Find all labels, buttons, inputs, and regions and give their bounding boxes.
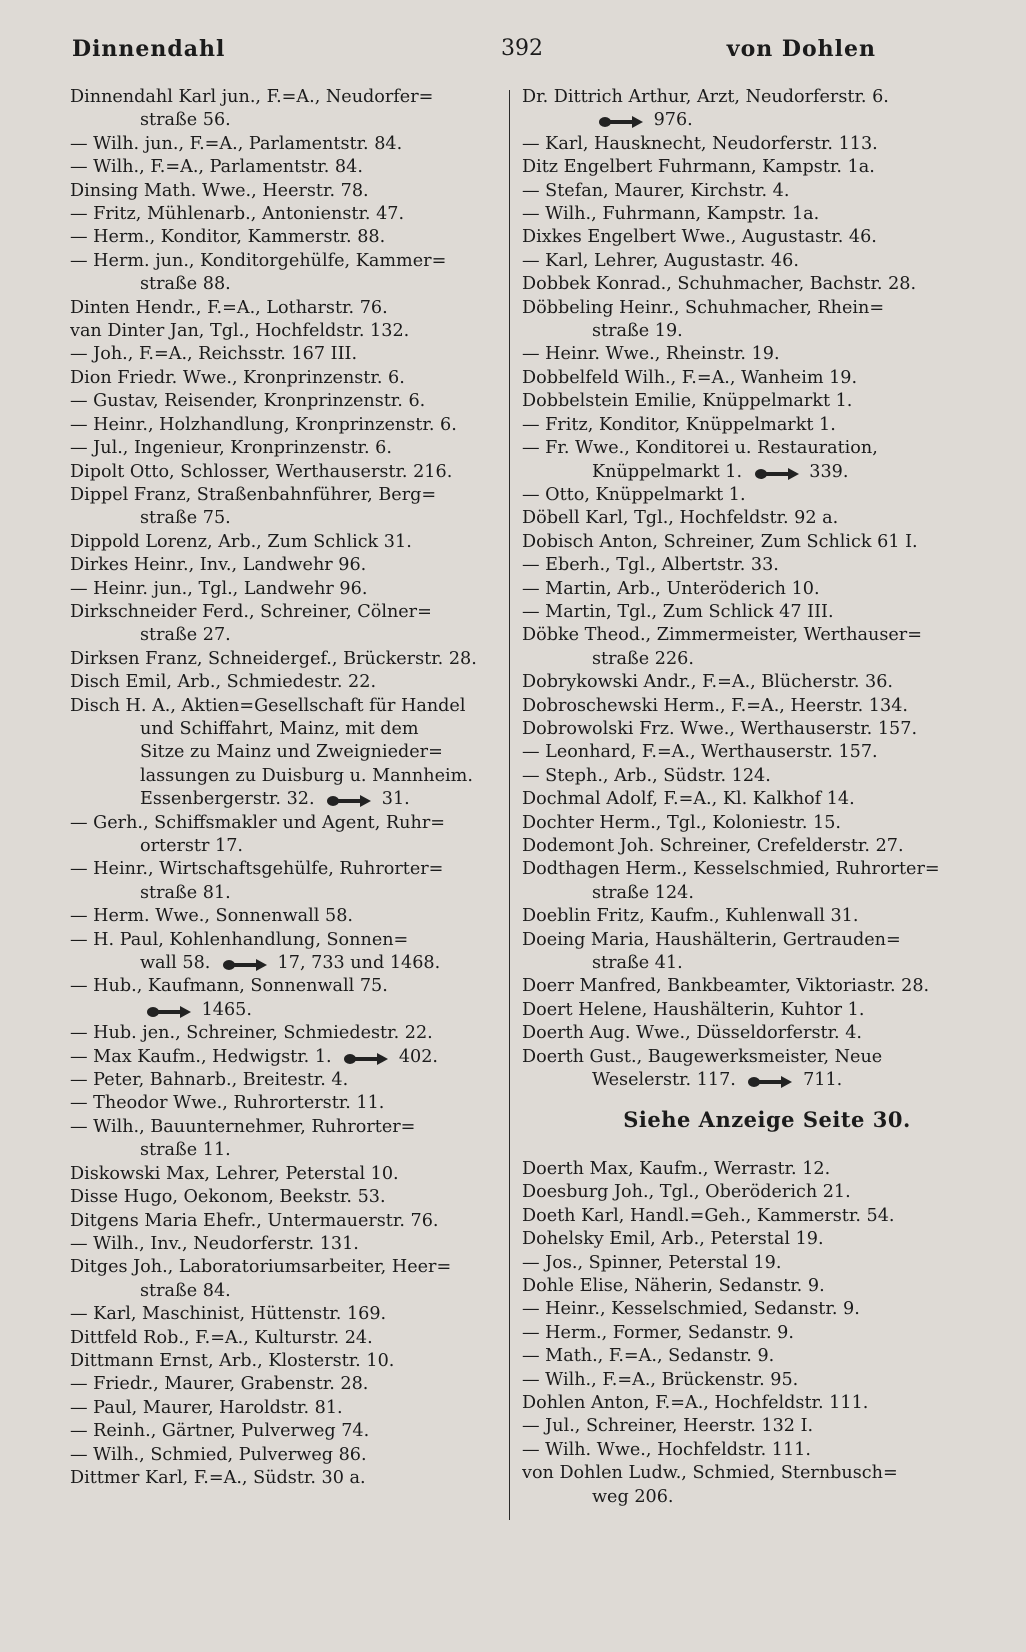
- directory-entry: [522, 390, 952, 413]
- directory-entry: [522, 1022, 952, 1045]
- entry-line: Dochter Herm., Tgl., Koloniestr. 15.: [522, 812, 841, 833]
- entry-line: — Wilh., F.=A., Brückenstr. 95.: [522, 1369, 799, 1390]
- directory-entry: [70, 1303, 490, 1326]
- entry-line: Ditgens Maria Ehefr., Untermauerstr. 76.: [70, 1210, 439, 1231]
- entry-continuation-line: straße 41.: [592, 953, 683, 974]
- entry-line: — Peter, Bahnarb., Breitestr. 4.: [70, 1070, 349, 1091]
- directory-entry: [70, 133, 490, 156]
- entry-line: Dobbek Konrad., Schuhmacher, Bachstr. 28.: [522, 274, 917, 295]
- left-column: [70, 86, 490, 1490]
- directory-entry: [522, 1205, 952, 1228]
- entry-line: — Martin, Arb., Unteröderich 10.: [522, 578, 820, 599]
- directory-entry: [70, 484, 490, 531]
- directory-entry: [522, 484, 952, 507]
- entry-line: — Reinh., Gärtner, Pulverweg 74.: [70, 1421, 370, 1442]
- entry-line: Dodthagen Herm., Kesselschmied, Ruhrorter=: [522, 859, 940, 880]
- entry-line: Disch Emil, Arb., Schmiedestr. 22.: [70, 672, 377, 693]
- directory-entry: [70, 1210, 490, 1233]
- entry-line: Dobrowolski Frz. Wwe., Werthauserstr. 157.: [522, 718, 918, 739]
- directory-entry: [70, 1069, 490, 1092]
- entry-line: — Heinr. Wwe., Rheinstr. 19.: [522, 344, 780, 365]
- entry-continuation-line: 1465.: [70, 999, 490, 1022]
- entry-continuation-line: straße 27.: [140, 625, 231, 646]
- entry-line: Dobbelstein Emilie, Knüppelmarkt 1.: [522, 391, 853, 412]
- directory-entry: [70, 1350, 490, 1373]
- directory-entry: [522, 133, 952, 156]
- right-column: [522, 86, 952, 1509]
- directory-entry: [522, 414, 952, 437]
- entry-line: von Dohlen Ludw., Schmied, Sternbusch=: [522, 1463, 898, 1484]
- entry-line: Doerth Aug. Wwe., Düsseldorferstr. 4.: [522, 1023, 863, 1044]
- entry-line: — Herm. jun., Konditorgehülfe, Kammer=: [70, 250, 447, 271]
- directory-entry: [70, 180, 490, 203]
- telephone-icon: [747, 1073, 793, 1087]
- directory-entry: [70, 1116, 490, 1163]
- entry-line: Dodemont Joh. Schreiner, Crefelderstr. 27.: [522, 836, 904, 856]
- entry-line: — Herm. Wwe., Sonnenwall 58.: [70, 906, 353, 927]
- entry-line: Dobbelfeld Wilh., F.=A., Wanheim 19.: [522, 367, 858, 388]
- entry-line: — Math., F.=A., Sedanstr. 9.: [522, 1346, 775, 1367]
- directory-entry: [70, 1046, 490, 1069]
- entry-line: Doerth Max, Kaufm., Werrastr. 12.: [522, 1158, 831, 1179]
- entry-line: — Wilh., Bauunternehmer, Ruhrorter=: [70, 1116, 416, 1137]
- entry-continuation-line: Weselerstr. 117. 711.: [592, 1070, 843, 1091]
- directory-entry: [70, 297, 490, 320]
- entry-line: Ditz Engelbert Fuhrmann, Kampstr. 1a.: [522, 157, 875, 178]
- entry-line: — Wilh. Wwe., Hochfeldstr. 111.: [522, 1439, 811, 1460]
- entry-line: — Hub., Kaufmann, Sonnenwall 75.: [70, 976, 388, 997]
- entry-line: Döbbeling Heinr., Schuhmacher, Rhein=: [522, 297, 885, 318]
- directory-entry: [70, 1233, 490, 1256]
- entry-line: — Fr. Wwe., Konditorei u. Restauration,: [522, 438, 878, 459]
- entry-continuation-line: Knüppelmarkt 1. 339.: [592, 461, 849, 482]
- entry-line: Dohlen Anton, F.=A., Hochfeldstr. 111.: [522, 1392, 869, 1413]
- entry-line: Dirksen Franz, Schneidergef., Brückerstr. 28.: [70, 648, 477, 669]
- entry-continuation-line: straße 88.: [140, 274, 231, 295]
- directory-entry: [522, 812, 952, 835]
- entry-continuation-line: und Schiffahrt, Mainz, mit dem: [140, 718, 419, 739]
- advertisement-notice: Siehe Anzeige Seite 30.: [623, 1107, 911, 1133]
- entry-line: Doerth Gust., Baugewerksmeister, Neue: [522, 1046, 883, 1067]
- entry-line: Dittfeld Rob., F.=A., Kulturstr. 24.: [70, 1327, 373, 1348]
- directory-entry: [70, 578, 490, 601]
- directory-entry: [522, 1228, 952, 1251]
- entry-line: — Herm., Konditor, Kammerstr. 88.: [70, 227, 386, 248]
- directory-entry: [522, 203, 952, 226]
- directory-entry: [70, 250, 490, 297]
- entry-line: — Jul., Ingenieur, Kronprinzenstr. 6.: [70, 438, 392, 459]
- entry-line: Dinsing Math. Wwe., Heerstr. 78.: [70, 180, 369, 201]
- entry-line: — H. Paul, Kohlenhandlung, Sonnen=: [70, 929, 409, 950]
- telephone-icon: [754, 465, 800, 479]
- entry-line: Doerr Manfred, Bankbeamter, Viktoriastr. 28.: [522, 976, 930, 997]
- directory-entry: [522, 554, 952, 577]
- entry-continuation-line: straße 226.: [592, 648, 694, 669]
- directory-entry: [522, 1181, 952, 1204]
- directory-entry: [522, 273, 952, 296]
- directory-entry: [70, 1163, 490, 1186]
- entry-continuation-line: straße 124.: [592, 882, 694, 903]
- directory-entry: [522, 343, 952, 366]
- directory-entry: [70, 437, 490, 460]
- directory-entry: [522, 905, 952, 928]
- directory-entry: [522, 624, 952, 671]
- entry-line: Dippold Lorenz, Arb., Zum Schlick 31.: [70, 531, 412, 552]
- directory-entry: [522, 1298, 952, 1321]
- entry-line: — Max Kaufm., Hedwigstr. 1. 402.: [70, 1046, 439, 1067]
- entry-line: — Paul, Maurer, Haroldstr. 81.: [70, 1397, 343, 1418]
- telephone-icon: [343, 1050, 389, 1064]
- entry-continuation-line: straße 11.: [140, 1140, 231, 1161]
- entry-continuation-line: straße 75.: [140, 508, 231, 529]
- directory-entry: [522, 601, 952, 624]
- entry-line: Doert Helene, Haushälterin, Kuhtor 1.: [522, 999, 865, 1020]
- entry-line: Disse Hugo, Oekonom, Beekstr. 53.: [70, 1187, 386, 1208]
- entry-line: — Heinr., Holzhandlung, Kronprinzenstr. 6.: [70, 414, 457, 435]
- entry-line: Dion Friedr. Wwe., Kronprinzenstr. 6.: [70, 367, 405, 388]
- entry-line: van Dinter Jan, Tgl., Hochfeldstr. 132.: [70, 321, 410, 342]
- entry-line: — Karl, Maschinist, Hüttenstr. 169.: [70, 1304, 387, 1325]
- directory-entry: [522, 1439, 952, 1462]
- entry-line: Dochmal Adolf, F.=A., Kl. Kalkhof 14.: [522, 789, 855, 810]
- directory-entry: [522, 788, 952, 811]
- entry-line: Dr. Dittrich Arthur, Arzt, Neudorferstr. 6.: [522, 87, 889, 107]
- directory-entry: [70, 1373, 490, 1396]
- entry-line: — Joh., F.=A., Reichsstr. 167 III.: [70, 344, 358, 365]
- page-number: 392: [501, 36, 543, 61]
- directory-entry: [522, 999, 952, 1022]
- entry-line: Disch H. A., Aktien=Gesellschaft für Handel: [70, 695, 466, 716]
- directory-entry: [70, 86, 490, 133]
- entry-line: Doesburg Joh., Tgl., Oberöderich 21.: [522, 1182, 851, 1203]
- directory-entry: [70, 1186, 490, 1209]
- directory-entry: [70, 203, 490, 226]
- entry-line: Dinnendahl Karl jun., F.=A., Neudorfer=: [70, 87, 434, 107]
- directory-entry: [70, 461, 490, 484]
- entry-line: — Fritz, Konditor, Knüppelmarkt 1.: [522, 414, 836, 435]
- directory-entry: [522, 1415, 952, 1438]
- entry-line: — Wilh. jun., F.=A., Parlamentstr. 84.: [70, 133, 403, 154]
- entry-continuation-line: Sitze zu Mainz und Zweignieder=: [140, 742, 443, 763]
- entry-continuation-line: Essenbergerstr. 32. 31.: [140, 789, 410, 810]
- directory-entry: [70, 390, 490, 413]
- directory-entry: [522, 858, 952, 905]
- directory-entry: [522, 1462, 952, 1509]
- directory-entry: [70, 601, 490, 648]
- running-head-left: Dinnendahl: [72, 36, 226, 62]
- directory-entry: [70, 367, 490, 390]
- entry-line: — Hub. jen., Schreiner, Schmiedestr. 22.: [70, 1023, 433, 1044]
- directory-entry: [70, 671, 490, 694]
- entry-line: — Leonhard, F.=A., Werthauserstr. 157.: [522, 742, 878, 763]
- entry-line: — Heinr., Wirtschaftsgehülfe, Ruhrorter=: [70, 859, 444, 880]
- directory-entry: [70, 905, 490, 928]
- entry-line: Doeing Maria, Haushälterin, Gertrauden=: [522, 929, 901, 950]
- entry-line: Döbke Theod., Zimmermeister, Werthauser=: [522, 625, 922, 646]
- right-column-entries-a: [522, 86, 952, 1092]
- entry-line: Dobisch Anton, Schreiner, Zum Schlick 61 I.: [522, 531, 918, 552]
- directory-entry: [522, 975, 952, 998]
- directory-entry: [70, 858, 490, 905]
- entry-line: — Karl, Hausknecht, Neudorferstr. 113.: [522, 133, 878, 154]
- directory-entry: [70, 812, 490, 859]
- entry-line: — Wilh., Inv., Neudorferstr. 131.: [70, 1233, 359, 1254]
- entry-line: Dohelsky Emil, Arb., Peterstal 19.: [522, 1229, 824, 1250]
- entry-line: — Karl, Lehrer, Augustastr. 46.: [522, 250, 799, 271]
- entry-line: — Eberh., Tgl., Albertstr. 33.: [522, 555, 779, 576]
- directory-entry: [522, 1252, 952, 1275]
- directory-entry: [522, 437, 952, 484]
- directory-entry: [70, 695, 490, 812]
- directory-entry: [70, 1420, 490, 1443]
- directory-entry: [522, 1158, 952, 1181]
- directory-entry: [70, 1444, 490, 1467]
- entry-line: Dirkschneider Ferd., Schreiner, Cölner=: [70, 601, 432, 622]
- directory-entry: [522, 1345, 952, 1368]
- directory-entry: [70, 554, 490, 577]
- entry-line: — Wilh., Schmied, Pulverweg 86.: [70, 1444, 367, 1465]
- entry-line: — Fritz, Mühlenarb., Antonienstr. 47.: [70, 204, 405, 225]
- entry-line: — Wilh., F.=A., Parlamentstr. 84.: [70, 157, 363, 178]
- directory-entry: [70, 1327, 490, 1350]
- directory-entry: [522, 929, 952, 976]
- directory-entry: [522, 671, 952, 694]
- entry-line: — Wilh., Fuhrmann, Kampstr. 1a.: [522, 204, 820, 225]
- entry-line: Dohle Elise, Näherin, Sedanstr. 9.: [522, 1275, 825, 1296]
- entry-line: — Gerh., Schiffsmakler und Agent, Ruhr=: [70, 812, 445, 833]
- directory-entry: [522, 578, 952, 601]
- directory-entry: [522, 156, 952, 179]
- entry-line: — Herm., Former, Sedanstr. 9.: [522, 1322, 794, 1343]
- telephone-icon: [326, 792, 372, 806]
- entry-line: — Otto, Knüppelmarkt 1.: [522, 484, 746, 505]
- column-divider: [509, 90, 510, 1520]
- entry-continuation-line: weg 206.: [592, 1486, 674, 1507]
- entry-line: — Heinr., Kesselschmied, Sedanstr. 9.: [522, 1299, 860, 1320]
- directory-entry: [70, 343, 490, 366]
- directory-entry: [522, 297, 952, 344]
- directory-entry: [522, 367, 952, 390]
- directory-entry: [522, 180, 952, 203]
- directory-entry: [522, 1369, 952, 1392]
- directory-entry: [522, 86, 952, 133]
- entry-line: — Jos., Spinner, Peterstal 19.: [522, 1252, 782, 1273]
- directory-entry: [522, 531, 952, 554]
- directory-entry: [70, 1467, 490, 1490]
- entry-line: Doeblin Fritz, Kaufm., Kuhlenwall 31.: [522, 906, 859, 927]
- directory-entry: [70, 1256, 490, 1303]
- entry-line: Dipolt Otto, Schlosser, Werthauserstr. 216.: [70, 461, 453, 482]
- entry-line: Döbell Karl, Tgl., Hochfeldstr. 92 a.: [522, 508, 839, 529]
- directory-entry: [522, 741, 952, 764]
- entry-line: Dittmann Ernst, Arb., Klosterstr. 10.: [70, 1350, 395, 1371]
- entry-line: — Gustav, Reisender, Kronprinzenstr. 6.: [70, 391, 426, 412]
- entry-line: — Friedr., Maurer, Grabenstr. 28.: [70, 1374, 369, 1395]
- entry-continuation-line: wall 58. 17, 733 und 1468.: [140, 953, 441, 974]
- directory-entry: [70, 929, 490, 976]
- entry-line: Dirkes Heinr., Inv., Landwehr 96.: [70, 555, 367, 576]
- directory-entry: [522, 765, 952, 788]
- directory-entry: [522, 1322, 952, 1345]
- entry-continuation-line: 976.: [522, 109, 952, 132]
- entry-line: Dobroschewski Herm., F.=A., Heerstr. 134.: [522, 695, 908, 716]
- directory-entry: [522, 1275, 952, 1298]
- entry-line: Diskowski Max, Lehrer, Peterstal 10.: [70, 1163, 399, 1184]
- telephone-icon: [598, 113, 644, 127]
- entry-line: Dinten Hendr., F.=A., Lotharstr. 76.: [70, 297, 388, 318]
- directory-entry: [70, 648, 490, 671]
- entry-continuation-line: straße 56.: [140, 110, 231, 131]
- telephone-icon: [222, 956, 268, 970]
- entry-line: Dippel Franz, Straßenbahnführer, Berg=: [70, 484, 437, 505]
- directory-entry: [522, 835, 952, 858]
- directory-entry: [70, 226, 490, 249]
- entry-line: Doeth Karl, Handl.=Geh., Kammerstr. 54.: [522, 1205, 895, 1226]
- directory-entry: [522, 718, 952, 741]
- directory-entry: [70, 531, 490, 554]
- telephone-icon: [146, 1003, 192, 1017]
- directory-entry: [522, 226, 952, 249]
- directory-entry: [70, 975, 490, 1022]
- entry-line: Ditges Joh., Laboratoriumsarbeiter, Heer=: [70, 1257, 452, 1278]
- directory-entry: [522, 1392, 952, 1415]
- entry-line: Dobrykowski Andr., F.=A., Blücherstr. 36.: [522, 672, 894, 693]
- page-header: [72, 36, 972, 68]
- directory-entry: [70, 1022, 490, 1045]
- entry-line: Dittmer Karl, F.=A., Südstr. 30 a.: [70, 1467, 366, 1488]
- running-head-right: von Dohlen: [726, 36, 876, 62]
- entry-continuation-line: lassungen zu Duisburg u. Mannheim.: [140, 765, 473, 786]
- entry-line: — Theodor Wwe., Ruhrorterstr. 11.: [70, 1093, 385, 1114]
- right-column-entries-b: [522, 1158, 952, 1509]
- entry-line: — Jul., Schreiner, Heerstr. 132 I.: [522, 1416, 814, 1437]
- directory-entry: [522, 507, 952, 530]
- entry-line: — Steph., Arb., Südstr. 124.: [522, 765, 771, 786]
- directory-entry: [70, 156, 490, 179]
- entry-line: — Martin, Tgl., Zum Schlick 47 III.: [522, 601, 834, 622]
- entry-line: — Stefan, Maurer, Kirchstr. 4.: [522, 180, 790, 201]
- directory-entry: [70, 414, 490, 437]
- entry-line: — Heinr. jun., Tgl., Landwehr 96.: [70, 578, 368, 599]
- entry-continuation-line: straße 84.: [140, 1280, 231, 1301]
- entry-continuation-line: straße 19.: [592, 321, 683, 342]
- directory-entry: [70, 320, 490, 343]
- directory-entry: [70, 1397, 490, 1420]
- directory-entry: [522, 695, 952, 718]
- entry-line: Dixkes Engelbert Wwe., Augustastr. 46.: [522, 227, 877, 248]
- directory-entry: [70, 1092, 490, 1115]
- directory-entry: [522, 250, 952, 273]
- directory-entry: [522, 1046, 952, 1093]
- entry-continuation-line: orterstr 17.: [140, 836, 243, 856]
- entry-continuation-line: straße 81.: [140, 882, 231, 903]
